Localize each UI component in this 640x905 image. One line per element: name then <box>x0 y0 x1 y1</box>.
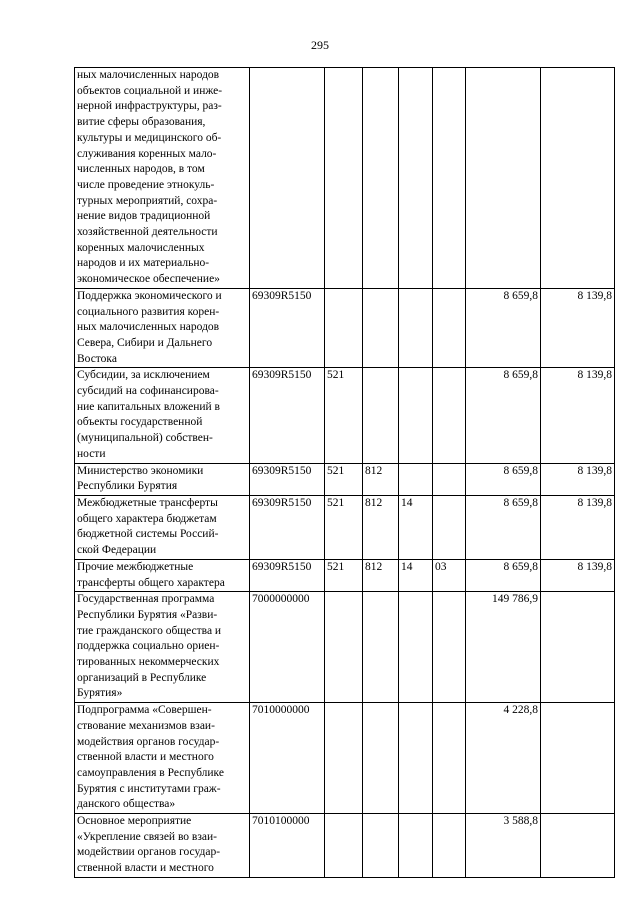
csr-cell: 7010000000 <box>250 703 325 814</box>
item-name-line: организаций в Республике <box>77 671 207 684</box>
amount-year2-cell <box>541 592 615 703</box>
item-name-line: Министерство экономики <box>77 464 204 477</box>
amount-year1-cell: 8 659,8 <box>466 368 541 463</box>
item-name-line: культуры и медицинского об- <box>77 131 222 144</box>
rz-cell <box>399 814 433 878</box>
table-row <box>75 559 615 591</box>
item-name-line: хозяйственной деятельности <box>77 226 218 239</box>
item-name-line: тие гражданского общества и <box>77 624 222 637</box>
amount-year1-cell: 8 659,8 <box>466 463 541 495</box>
item-name-line: Бурятия» <box>77 687 123 700</box>
item-name-line: численных народов, в том <box>77 163 205 176</box>
pr-cell <box>433 368 466 463</box>
rz-cell: 14 <box>399 495 433 559</box>
vr-cell <box>325 592 363 703</box>
csr-cell: 69309R5150 <box>250 495 325 559</box>
vr-cell: 521 <box>325 463 363 495</box>
rz-cell <box>399 463 433 495</box>
item-name-cell <box>75 288 250 368</box>
item-name-cell <box>75 814 250 878</box>
item-name-line: Субсидии, за исключением <box>77 369 210 382</box>
item-name-cell <box>75 495 250 559</box>
amount-year2-cell: 8 139,8 <box>541 368 615 463</box>
pr-cell <box>433 68 466 289</box>
item-name-line: бюджетной системы Россий- <box>77 528 219 541</box>
item-name-line: Республики Бурятия <box>77 480 178 493</box>
item-name-line: числе проведение этнокуль- <box>77 178 215 191</box>
item-name-cell <box>75 68 250 289</box>
rz-cell: 14 <box>399 559 433 591</box>
amount-year2-cell <box>541 814 615 878</box>
csr-cell <box>250 68 325 289</box>
item-name-cell <box>75 592 250 703</box>
csr-cell: 69309R5150 <box>250 559 325 591</box>
gr-cell: 812 <box>363 495 399 559</box>
pr-cell <box>433 592 466 703</box>
csr-cell: 69309R5150 <box>250 463 325 495</box>
item-name-line: модействии органов государ- <box>77 846 221 859</box>
amount-year2-cell: 8 139,8 <box>541 559 615 591</box>
amount-year1-cell: 3 588,8 <box>466 814 541 878</box>
item-name-line: ствование механизмов взаи- <box>77 719 215 732</box>
item-name-line: Бурятия с институтами граж- <box>77 782 221 795</box>
rz-cell <box>399 368 433 463</box>
amount-year1-cell: 8 659,8 <box>466 559 541 591</box>
pr-cell <box>433 288 466 368</box>
item-name-line: «Укрепление связей во взаи- <box>77 830 217 843</box>
item-name-line: субсидий на софинансирова- <box>77 385 219 398</box>
page-number: 295 <box>311 38 329 52</box>
item-name-line: Севера, Сибири и Дальнего <box>77 336 213 349</box>
item-name-line: трансферты общего характера <box>77 576 225 589</box>
pr-cell <box>433 703 466 814</box>
amount-year1-cell: 8 659,8 <box>466 288 541 368</box>
gr-cell <box>363 288 399 368</box>
table-row <box>75 703 615 814</box>
item-name-cell <box>75 463 250 495</box>
gr-cell <box>363 368 399 463</box>
item-name-line: общего характера бюджетам <box>77 512 217 525</box>
item-name-line: витие сферы образования, <box>77 116 206 129</box>
table-row <box>75 68 615 289</box>
gr-cell: 812 <box>363 559 399 591</box>
item-name-line: коренных малочисленных <box>77 241 205 254</box>
item-name-line: Поддержка экономического и <box>77 289 222 302</box>
item-name-line: тированных некоммерческих <box>77 656 220 669</box>
table-row <box>75 592 615 703</box>
item-name-line: ственной власти и местного <box>77 751 214 764</box>
vr-cell: 521 <box>325 368 363 463</box>
item-name-line: модействия органов государ- <box>77 735 220 748</box>
gr-cell <box>363 592 399 703</box>
rz-cell <box>399 288 433 368</box>
vr-cell <box>325 814 363 878</box>
item-name-line: (муниципальной) собствен- <box>77 432 213 445</box>
item-name-line: Востока <box>77 352 117 365</box>
pr-cell: 03 <box>433 559 466 591</box>
item-name-line: нерной инфраструктуры, раз- <box>77 100 222 113</box>
item-name-line: ности <box>77 447 106 460</box>
csr-cell: 7000000000 <box>250 592 325 703</box>
item-name-line: Республики Бурятия «Разви- <box>77 608 218 621</box>
item-name-line: Основное мероприятие <box>77 815 192 828</box>
amount-year2-cell: 8 139,8 <box>541 463 615 495</box>
item-name-line: нение видов традиционной <box>77 210 211 223</box>
vr-cell: 521 <box>325 559 363 591</box>
rz-cell <box>399 592 433 703</box>
item-name-line: народов и их материально- <box>77 257 210 270</box>
item-name-line: поддержка социально ориен- <box>77 640 220 653</box>
budget-table-body <box>75 68 615 878</box>
amount-year1-cell: 4 228,8 <box>466 703 541 814</box>
vr-cell <box>325 703 363 814</box>
item-name-line: объектов социальной и инже- <box>77 84 223 97</box>
amount-year2-cell: 8 139,8 <box>541 495 615 559</box>
vr-cell <box>325 288 363 368</box>
item-name-line: ных малочисленных народов <box>77 321 220 334</box>
table-row <box>75 495 615 559</box>
item-name-cell <box>75 559 250 591</box>
item-name-line: самоуправления в Республике <box>77 766 224 779</box>
pr-cell <box>433 495 466 559</box>
rz-cell <box>399 703 433 814</box>
gr-cell <box>363 814 399 878</box>
gr-cell: 812 <box>363 463 399 495</box>
table-row <box>75 814 615 878</box>
table-row <box>75 368 615 463</box>
item-name-cell <box>75 368 250 463</box>
item-name-line: ственной власти и местного <box>77 862 214 875</box>
rz-cell <box>399 68 433 289</box>
item-name-line: ние капитальных вложений в <box>77 400 220 413</box>
item-name-line: ской Федерации <box>77 544 157 557</box>
csr-cell: 7010100000 <box>250 814 325 878</box>
csr-cell: 69309R5150 <box>250 368 325 463</box>
budget-table <box>74 67 615 878</box>
table-row <box>75 463 615 495</box>
item-name-line: Государственная программа <box>77 593 215 606</box>
item-name-line: Прочие межбюджетные <box>77 560 194 573</box>
item-name-line: турных мероприятий, сохра- <box>77 194 218 207</box>
item-name-line: Межбюджетные трансферты <box>77 496 218 509</box>
item-name-line: данского общества» <box>77 798 176 811</box>
vr-cell <box>325 68 363 289</box>
item-name-line: Подпрограмма «Совершен- <box>77 704 212 717</box>
amount-year1-cell: 8 659,8 <box>466 495 541 559</box>
amount-year2-cell <box>541 68 615 289</box>
pr-cell <box>433 814 466 878</box>
gr-cell <box>363 703 399 814</box>
amount-year1-cell <box>466 68 541 289</box>
gr-cell <box>363 68 399 289</box>
table-row <box>75 288 615 368</box>
item-name-line: служивания коренных мало- <box>77 147 217 160</box>
amount-year2-cell <box>541 703 615 814</box>
vr-cell: 521 <box>325 495 363 559</box>
item-name-line: социального развития корен- <box>77 305 220 318</box>
item-name-line: объекты государственной <box>77 416 203 429</box>
item-name-line: экономическое обеспечение» <box>77 273 220 286</box>
csr-cell: 69309R5150 <box>250 288 325 368</box>
pr-cell <box>433 463 466 495</box>
item-name-cell <box>75 703 250 814</box>
amount-year1-cell: 149 786,9 <box>466 592 541 703</box>
amount-year2-cell: 8 139,8 <box>541 288 615 368</box>
item-name-line: ных малочисленных народов <box>77 69 220 81</box>
